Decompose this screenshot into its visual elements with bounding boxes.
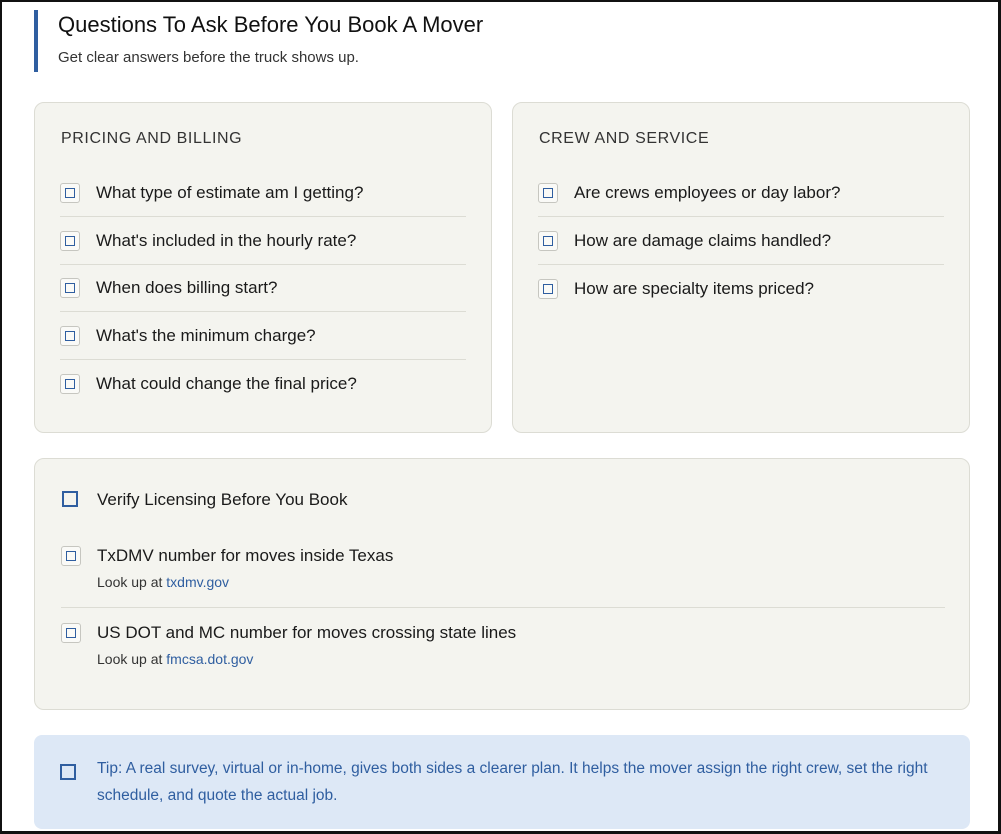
pricing-item-label: What's the minimum charge? — [96, 325, 316, 345]
lookup-line — [97, 574, 393, 590]
page-title: Questions To Ask Before You Book A Mover — [58, 12, 484, 37]
licensing-item-label: US DOT and MC number for moves crossing state lines — [97, 623, 517, 642]
checkbox[interactable] — [61, 623, 81, 643]
checkbox[interactable] — [60, 231, 80, 251]
crew-item-label: Are crews employees or day labor? — [574, 183, 841, 202]
licensing-card — [34, 458, 970, 710]
pricing-item[interactable] — [60, 170, 466, 217]
txdmv-link[interactable]: txdmv.gov — [166, 574, 230, 590]
pricing-item[interactable] — [60, 265, 466, 312]
licensing-item-dot — [61, 623, 516, 667]
crew-item[interactable] — [538, 218, 944, 265]
pricing-item-label: What's included in the hourly rate? — [96, 230, 357, 250]
checkbox[interactable] — [538, 183, 558, 203]
tip-callout — [34, 735, 970, 829]
lookup-line — [97, 651, 516, 667]
pricing-card-title: PRICING AND BILLING — [61, 130, 243, 147]
crew-item[interactable] — [538, 170, 944, 217]
licensing-title: Verify Licensing Before You Book — [97, 490, 348, 509]
checkbox[interactable] — [60, 183, 80, 203]
page-subtitle: Get clear answers before the truck shows up. — [58, 49, 359, 66]
licensing-checkbox[interactable] — [62, 491, 78, 507]
page-header — [34, 10, 483, 72]
tip-text: Tip: A real survey, virtual or in-home, gives both sides a clearer plan. It helps the mover assign the right crew, set the right schedule, and quote the actual job. — [97, 760, 928, 804]
checkbox[interactable] — [60, 374, 80, 394]
checkbox[interactable] — [538, 279, 558, 299]
licensing-item-txdmv — [61, 546, 393, 590]
pricing-item-label: What could change the final price? — [96, 373, 357, 393]
fmcsa-link[interactable]: fmcsa.dot.gov — [166, 651, 254, 667]
pricing-item[interactable] — [60, 218, 466, 265]
checkbox[interactable] — [538, 231, 558, 251]
checkbox[interactable] — [60, 278, 80, 298]
lookup-prefix: Look up at — [97, 574, 163, 590]
divider — [61, 607, 945, 608]
crew-item-label: How are damage claims handled? — [574, 230, 832, 250]
tip-checkbox[interactable] — [60, 764, 76, 780]
checkbox[interactable] — [61, 546, 81, 566]
crew-card-title: CREW AND SERVICE — [539, 130, 710, 147]
crew-item[interactable] — [538, 265, 944, 312]
checkbox[interactable] — [60, 326, 80, 346]
pricing-item-label: What type of estimate am I getting? — [96, 183, 364, 202]
licensing-item-label: TxDMV number for moves inside Texas — [97, 546, 394, 565]
pricing-item[interactable] — [60, 313, 466, 360]
pricing-item[interactable] — [60, 360, 466, 407]
crew-item-label: How are specialty items priced? — [574, 278, 814, 298]
pricing-item-label: When does billing start? — [96, 278, 278, 297]
lookup-prefix: Look up at — [97, 651, 163, 667]
